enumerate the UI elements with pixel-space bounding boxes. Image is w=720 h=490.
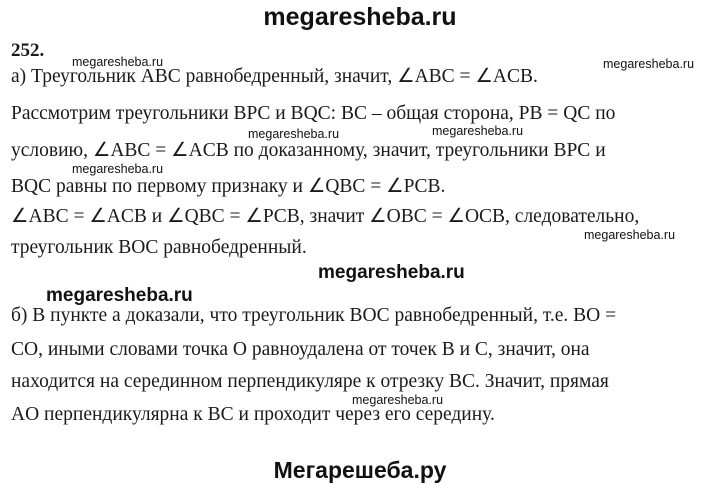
site-footer-title: Мегарешеба.ру bbox=[273, 457, 447, 483]
watermark-3: megaresheba.ru bbox=[248, 127, 340, 141]
solution-line-5: ∠ABC = ∠ACB и ∠QBC = ∠PCB, значит ∠OBC = ∠OCB, следовательно, bbox=[11, 206, 640, 227]
watermark-7: megaresheba.ru bbox=[318, 262, 465, 283]
site-header-title: megaresheba.ru bbox=[263, 3, 457, 31]
solution-line-2: Рассмотрим треугольники BPC и BQC: BC – общая сторона, PB = QC по bbox=[11, 103, 616, 124]
solution-line-3: условию, ∠ABC = ∠ACB по доказанному, значит, треугольники BPC и bbox=[11, 140, 606, 161]
watermark-5: megaresheba.ru bbox=[72, 162, 164, 176]
solution-line-7: б) В пункте а доказали, что треугольник BOC равнобедренный, т.е. BO = bbox=[11, 305, 617, 326]
solution-line-10: AO перпендикулярна к BC и проходит через его середину. bbox=[11, 404, 495, 425]
watermark-2: megaresheba.ru bbox=[603, 57, 695, 71]
solution-line-1: а) Треугольник ABC равнобедренный, значит, ∠ABC = ∠ACB. bbox=[11, 66, 538, 87]
watermark-8: megaresheba.ru bbox=[46, 285, 193, 306]
solution-line-6: треугольник BOC равнобедренный. bbox=[11, 237, 307, 258]
task-number: 252. bbox=[11, 40, 45, 61]
watermark-4: megaresheba.ru bbox=[432, 124, 524, 138]
solution-line-8: CO, иными словами точка O равноудалена от точек B и C, значит, она bbox=[11, 339, 590, 360]
solution-line-4: BQC равны по первому признаку и ∠QBC = ∠PCB. bbox=[11, 176, 446, 197]
watermark-1: megaresheba.ru bbox=[72, 55, 164, 69]
watermark-6: megaresheba.ru bbox=[584, 228, 676, 242]
solution-line-9: находится на серединном перпендикуляре к отрезку BC. Значит, прямая bbox=[11, 371, 609, 392]
watermark-9: megaresheba.ru bbox=[352, 393, 444, 407]
